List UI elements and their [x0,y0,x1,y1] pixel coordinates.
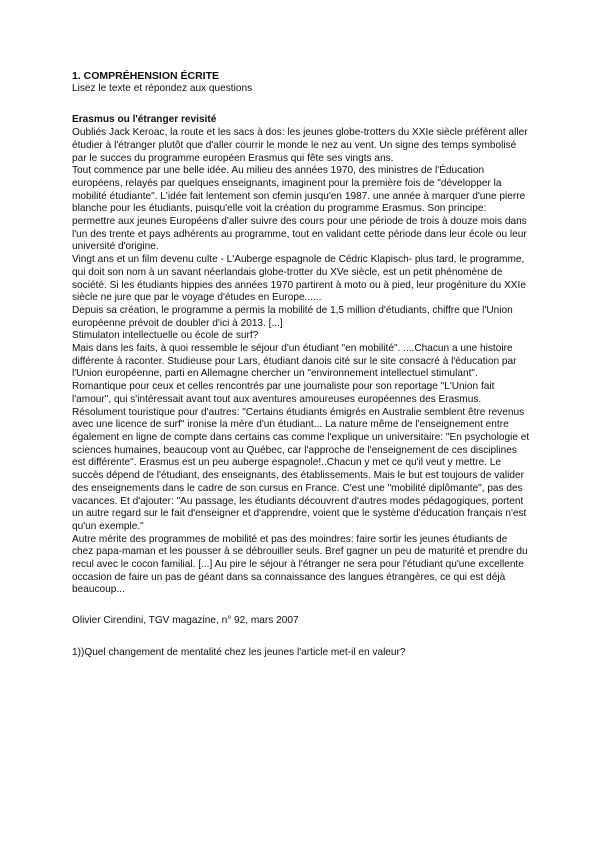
article-paragraph-5: Mais dans les faits, à quoi ressemble le séjour d'un étudiant "en mobilité". ....Chacun a une histoire différente à raconter. Studieuse pour Lars, étudiant danois cité sur le site consacré à l'éducation par l'Union européenne, parti en Allemagne chercher un "environnement intellectuel stimulant". Romantique pour ceux et celles rencontrés par une journaliste pour son reportage "L'Union fait l'amour", qui s'intéressait avant tout aux aventures amoureuses européennes des Erasmus. Résolument touristique pour d'autres: "Certains étudiants émigrés en Australie semblent être revenus avec une licence de surf" ironise la mère d'un étudiant... La nature même de l'enseignement entre également en ligne de compte dans certains cas comme l'explique un universitaire: "En psychologie et sciences humaines, beaucoup vont au Québec, car l'approche de l'enseignement de ces disciplines est différente". Erasmus est un peu auberge espagnole!..Chacun y met ce qu'il veut y mettre. Le succès dépend de l'étudiant, des enseignants, des établissements. Mais le but est toujours de valider des enseignements dans le cadre de son cursus en France. C'est une "mobilité diplômante", pas des vacances. Et d'ajouter: "Au passage, les étudiants découvrent d'autres modes pédagogiques, portent un autre regard sur le fait d'enseigner et d'apprendre, voient que le système d'éducation français n'est qu'un exemple." [72,343,530,532]
document-page [72,70,530,660]
article-subheading: Stimulaton intellectuelle ou école de surf? [72,330,259,342]
article-source: Olivier Cirendini, TGV magazine, n° 92, mars 2007 [72,615,299,627]
article-paragraph-1: Oubliés Jack Keroac, la route et les sacs à dos: les jeunes globe-trotters du XXIe siècle préfèrent aller étudier à l'étranger plutôt que d'aller courrir le monde le nez au vent. Un signe des temps symbolisé par le succes du programme européen Erasmus qui fête ses vingts ans. [72,127,528,164]
article-paragraph-6: Autre mérite des programmes de mobilité et pas des moindres: faire sortir les jeunes étudiants de chez papa-maman et les pousser à se débrouiller seuls. Bref gagner un peu de maturité et prendre du recul avec le cocon familial. [...] Au pire le séjour à l'étranger ne sera pour l'étudiant qu'une excellente occasion de faire un pas de géant dans sa connaissance des langues étrangères, ce qui est déjà beaucoup... [72,533,528,596]
article-paragraph-2: Tout commence par une belle idée. Au milieu des années 1970, des ministres de l'Éducation européens, relayés par quelques enseignants, imaginent pour la première fois de "développer la mobilité étudiante". L'idée fait lentement son cfemin jusqu'en 1987. une année à marquer d'une pierre blanche pour les étudiants, puisqu'elle voit la création du programme Erasmus. Son principe: permettre aux jeunes Européens d'aller suivre des cours pour une période de trois à douze mois dans l'un des trente et pays adhérents au programme, tout en validant cette période dans leur école ou leur université d'origine. [72,165,527,253]
section-title: 1. COMPRÉHENSION ÉCRITE [72,70,220,82]
article-paragraph-3: Vingt ans et un film devenu culte - L'Auberge espagnole de Cédric Klapisch- plus tard, le programme, qui doit son nom à un savant néerlandais globe-trotter du XVe siècle, est un petit phénomène de société. Si les étudiants hippies des années 1970 partirent à moto ou à pied, leur progéniture du XXIe siècle ne jure que par le voyage d'études en Europe...... [72,254,526,304]
article-paragraph-4: Depuis sa création, le programme a permis la mobilité de 1,5 million d'étudiants, chiffre que l'Union européenne prévoit de doubler d'ici à 2013. [...] [72,304,513,329]
article-title: Erasmus ou l'étranger revisité [72,114,217,126]
question-1: 1))Quel changement de mentalité chez les jeunes l'article met-il en valeur? [72,646,406,658]
section-instruction: Lisez le texte et répondez aux questions [72,82,253,94]
